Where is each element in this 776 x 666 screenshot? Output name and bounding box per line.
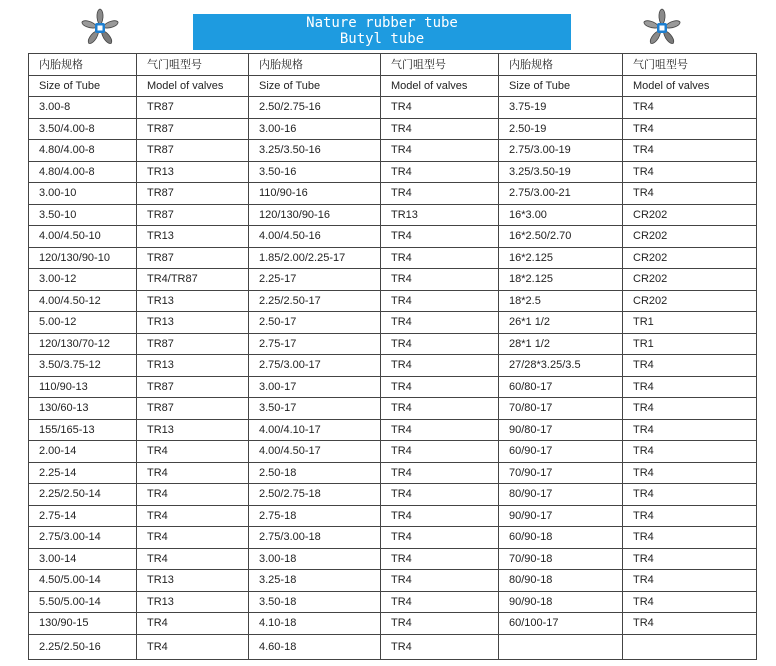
table-cell: TR13 [137, 591, 249, 613]
table-cell: TR4 [381, 441, 499, 463]
table-cell: Model of valves [381, 75, 499, 97]
table-cell: 60/100-17 [499, 613, 623, 635]
table-row [29, 505, 757, 527]
table-cell: CR202 [623, 269, 757, 291]
table-cell: 内胎规格 [29, 54, 137, 76]
table-cell: TR87 [137, 204, 249, 226]
table-cell: 内胎规格 [499, 54, 623, 76]
table-cell: 90/90-17 [499, 505, 623, 527]
table-cell: 80/90-17 [499, 484, 623, 506]
table-cell: 2.50/2.75-16 [249, 97, 381, 119]
table-row [29, 548, 757, 570]
table-cell: TR4 [381, 505, 499, 527]
table-row [29, 419, 757, 441]
table-cell: 2.75/3.00-19 [499, 140, 623, 162]
table-cell: CR202 [623, 247, 757, 269]
table-cell: 3.50/4.00-8 [29, 118, 137, 140]
table-cell: 4.00/4.10-17 [249, 419, 381, 441]
table-cell: 60/90-17 [499, 441, 623, 463]
table-cell: TR13 [137, 355, 249, 377]
table-cell: 16*2.50/2.70 [499, 226, 623, 248]
table-cell: TR13 [381, 204, 499, 226]
table-cell: 110/90-13 [29, 376, 137, 398]
table-cell: TR4 [381, 226, 499, 248]
table-cell: TR4 [623, 570, 757, 592]
table-cell: 18*2.125 [499, 269, 623, 291]
table-cell: TR4 [137, 613, 249, 635]
table-cell: TR4 [137, 548, 249, 570]
table-cell: Size of Tube [29, 75, 137, 97]
table-cell: TR4 [381, 398, 499, 420]
table-row [29, 161, 757, 183]
table-cell: 3.00-14 [29, 548, 137, 570]
table-cell: 3.00-12 [29, 269, 137, 291]
table-cell: 2.75/3.00-21 [499, 183, 623, 205]
table-cell: 3.00-16 [249, 118, 381, 140]
table-cell: 4.00/4.50-12 [29, 290, 137, 312]
table-cell: 3.00-10 [29, 183, 137, 205]
table-cell: 60/80-17 [499, 376, 623, 398]
table-cell: 90/80-17 [499, 419, 623, 441]
table-cell: TR4 [381, 613, 499, 635]
table-row [29, 376, 757, 398]
table-cell: 2.50-17 [249, 312, 381, 334]
title-banner [193, 14, 571, 50]
table-cell: TR4 [381, 419, 499, 441]
table-cell: 3.25-18 [249, 570, 381, 592]
table-cell: TR4 [381, 161, 499, 183]
table-cell: CR202 [623, 226, 757, 248]
table-cell: TR1 [623, 333, 757, 355]
table-cell: 155/165-13 [29, 419, 137, 441]
table-row [29, 570, 757, 592]
table-cell: TR4 [623, 462, 757, 484]
table-cell: TR4 [381, 290, 499, 312]
table-cell: TR4 [623, 161, 757, 183]
table-cell: Size of Tube [499, 75, 623, 97]
header-row-en [29, 75, 757, 97]
table-cell: TR4 [137, 484, 249, 506]
table-cell: 4.50/5.00-14 [29, 570, 137, 592]
table-row [29, 269, 757, 291]
table-cell: CR202 [623, 290, 757, 312]
table-cell: TR87 [137, 398, 249, 420]
table-cell: TR4 [381, 333, 499, 355]
table-cell: TR87 [137, 333, 249, 355]
table-cell: TR4 [381, 97, 499, 119]
table-cell: TR4 [623, 419, 757, 441]
table-cell: TR4 [381, 376, 499, 398]
flower-logo-icon [642, 8, 682, 48]
table-cell: 130/60-13 [29, 398, 137, 420]
table-cell: TR13 [137, 419, 249, 441]
table-cell: TR4 [623, 355, 757, 377]
table-cell: TR4 [623, 118, 757, 140]
table-cell: 27/28*3.25/3.5 [499, 355, 623, 377]
table-cell: 2.75/3.00-17 [249, 355, 381, 377]
banner-subtitle: Butyl tube [339, 31, 425, 47]
table-row [29, 290, 757, 312]
table-row [29, 312, 757, 334]
table-cell: TR13 [137, 161, 249, 183]
table-cell: TR4 [381, 312, 499, 334]
table-cell: 4.80/4.00-8 [29, 161, 137, 183]
table-row [29, 484, 757, 506]
table-cell: TR4 [381, 140, 499, 162]
table-cell: 70/80-17 [499, 398, 623, 420]
table-cell: 130/90-15 [29, 613, 137, 635]
table-cell: TR4 [623, 97, 757, 119]
table-cell: 4.60-18 [249, 634, 381, 659]
table-cell: 4.80/4.00-8 [29, 140, 137, 162]
table-cell: Model of valves [137, 75, 249, 97]
table-cell: TR13 [137, 312, 249, 334]
table-cell: 3.25/3.50-19 [499, 161, 623, 183]
table-cell: 2.25-14 [29, 462, 137, 484]
table-cell: 气门咀型号 [623, 54, 757, 76]
table-cell: TR4 [623, 441, 757, 463]
table-row [29, 355, 757, 377]
table-cell: 5.50/5.00-14 [29, 591, 137, 613]
table-cell: 16*2.125 [499, 247, 623, 269]
table-cell [499, 634, 623, 659]
table-cell: TR13 [137, 570, 249, 592]
table-cell: TR87 [137, 376, 249, 398]
table-cell: 18*2.5 [499, 290, 623, 312]
table-row [29, 527, 757, 549]
table-cell: Model of valves [623, 75, 757, 97]
table-cell: TR4 [137, 462, 249, 484]
table-cell: TR4 [381, 591, 499, 613]
table-cell: TR87 [137, 247, 249, 269]
table-cell: 2.25/2.50-16 [29, 634, 137, 659]
table-cell: TR4/TR87 [137, 269, 249, 291]
table-cell: TR87 [137, 97, 249, 119]
table-cell: TR4 [137, 505, 249, 527]
table-cell: 3.50-17 [249, 398, 381, 420]
table-cell: 3.50-18 [249, 591, 381, 613]
table-cell: 2.75/3.00-18 [249, 527, 381, 549]
table-row [29, 247, 757, 269]
table-cell: TR87 [137, 118, 249, 140]
table-cell: 1.85/2.00/2.25-17 [249, 247, 381, 269]
table-cell: 2.25/2.50-17 [249, 290, 381, 312]
table-cell: 28*1 1/2 [499, 333, 623, 355]
table-row [29, 462, 757, 484]
table-cell: CR202 [623, 204, 757, 226]
table-cell: TR4 [137, 441, 249, 463]
table-cell: 70/90-18 [499, 548, 623, 570]
table-cell: 气门咀型号 [137, 54, 249, 76]
table-row [29, 140, 757, 162]
table-cell: TR4 [381, 462, 499, 484]
table-cell: TR87 [137, 140, 249, 162]
table-cell: TR87 [137, 183, 249, 205]
table-cell: 2.50-19 [499, 118, 623, 140]
table-cell: 2.25-17 [249, 269, 381, 291]
table-cell: Size of Tube [249, 75, 381, 97]
tube-spec-table [28, 53, 757, 660]
table-cell: TR4 [381, 247, 499, 269]
table-cell: TR4 [381, 548, 499, 570]
table-row [29, 591, 757, 613]
table-cell: 2.50/2.75-18 [249, 484, 381, 506]
table-row [29, 183, 757, 205]
table-cell: TR4 [381, 570, 499, 592]
table-cell: TR4 [381, 355, 499, 377]
table-cell: TR4 [381, 634, 499, 659]
table-cell: TR4 [381, 118, 499, 140]
table-cell: 内胎规格 [249, 54, 381, 76]
table-cell: TR13 [137, 290, 249, 312]
flower-logo-icon [80, 8, 120, 48]
table-cell: TR4 [381, 269, 499, 291]
table-cell: 60/90-18 [499, 527, 623, 549]
table-cell: 26*1 1/2 [499, 312, 623, 334]
table-cell: 4.10-18 [249, 613, 381, 635]
table-row [29, 97, 757, 119]
table-cell: TR4 [381, 183, 499, 205]
table-row [29, 441, 757, 463]
table-cell: 3.50/3.75-12 [29, 355, 137, 377]
table-cell: 3.75-19 [499, 97, 623, 119]
table-cell: TR4 [623, 398, 757, 420]
table-cell: 3.00-18 [249, 548, 381, 570]
table-row [29, 333, 757, 355]
table-cell: TR4 [623, 376, 757, 398]
table-row [29, 398, 757, 420]
table-cell: TR4 [623, 591, 757, 613]
table-cell: 2.50-18 [249, 462, 381, 484]
table-cell: 2.75/3.00-14 [29, 527, 137, 549]
table-cell: TR4 [623, 548, 757, 570]
table-cell: TR4 [623, 505, 757, 527]
table-row [29, 634, 757, 659]
table-cell: 70/90-17 [499, 462, 623, 484]
table-cell: 120/130/70-12 [29, 333, 137, 355]
table-cell: TR4 [381, 484, 499, 506]
table-cell: 2.75-14 [29, 505, 137, 527]
table-cell: 气门咀型号 [381, 54, 499, 76]
table-cell: TR4 [623, 183, 757, 205]
table-cell: 5.00-12 [29, 312, 137, 334]
table-row [29, 204, 757, 226]
table-cell: TR4 [137, 527, 249, 549]
table-cell: 3.25/3.50-16 [249, 140, 381, 162]
table-cell: TR13 [137, 226, 249, 248]
table-cell: 4.00/4.50-16 [249, 226, 381, 248]
table-cell: TR4 [137, 634, 249, 659]
table-cell: 2.00-14 [29, 441, 137, 463]
table-row [29, 613, 757, 635]
table-cell: 3.50-16 [249, 161, 381, 183]
table-row [29, 226, 757, 248]
table-cell: 120/130/90-16 [249, 204, 381, 226]
table-cell [623, 634, 757, 659]
banner-title: Nature rubber tube [306, 15, 458, 31]
table-cell: TR4 [381, 527, 499, 549]
table-cell: 80/90-18 [499, 570, 623, 592]
table-cell: 3.50-10 [29, 204, 137, 226]
table-cell: TR4 [623, 140, 757, 162]
header-row-cn [29, 54, 757, 76]
table-cell: 110/90-16 [249, 183, 381, 205]
table-cell: 3.00-17 [249, 376, 381, 398]
table-cell: 2.75-18 [249, 505, 381, 527]
table-cell: TR1 [623, 312, 757, 334]
table-cell: TR4 [623, 484, 757, 506]
table-cell: 4.00/4.50-10 [29, 226, 137, 248]
table-cell: 2.75-17 [249, 333, 381, 355]
table-row [29, 118, 757, 140]
table-cell: 3.00-8 [29, 97, 137, 119]
table-cell: 90/90-18 [499, 591, 623, 613]
table-cell: 16*3.00 [499, 204, 623, 226]
table-cell: 2.25/2.50-14 [29, 484, 137, 506]
table-cell: 120/130/90-10 [29, 247, 137, 269]
table-cell: TR4 [623, 527, 757, 549]
table-cell: TR4 [623, 613, 757, 635]
table-cell: 4.00/4.50-17 [249, 441, 381, 463]
